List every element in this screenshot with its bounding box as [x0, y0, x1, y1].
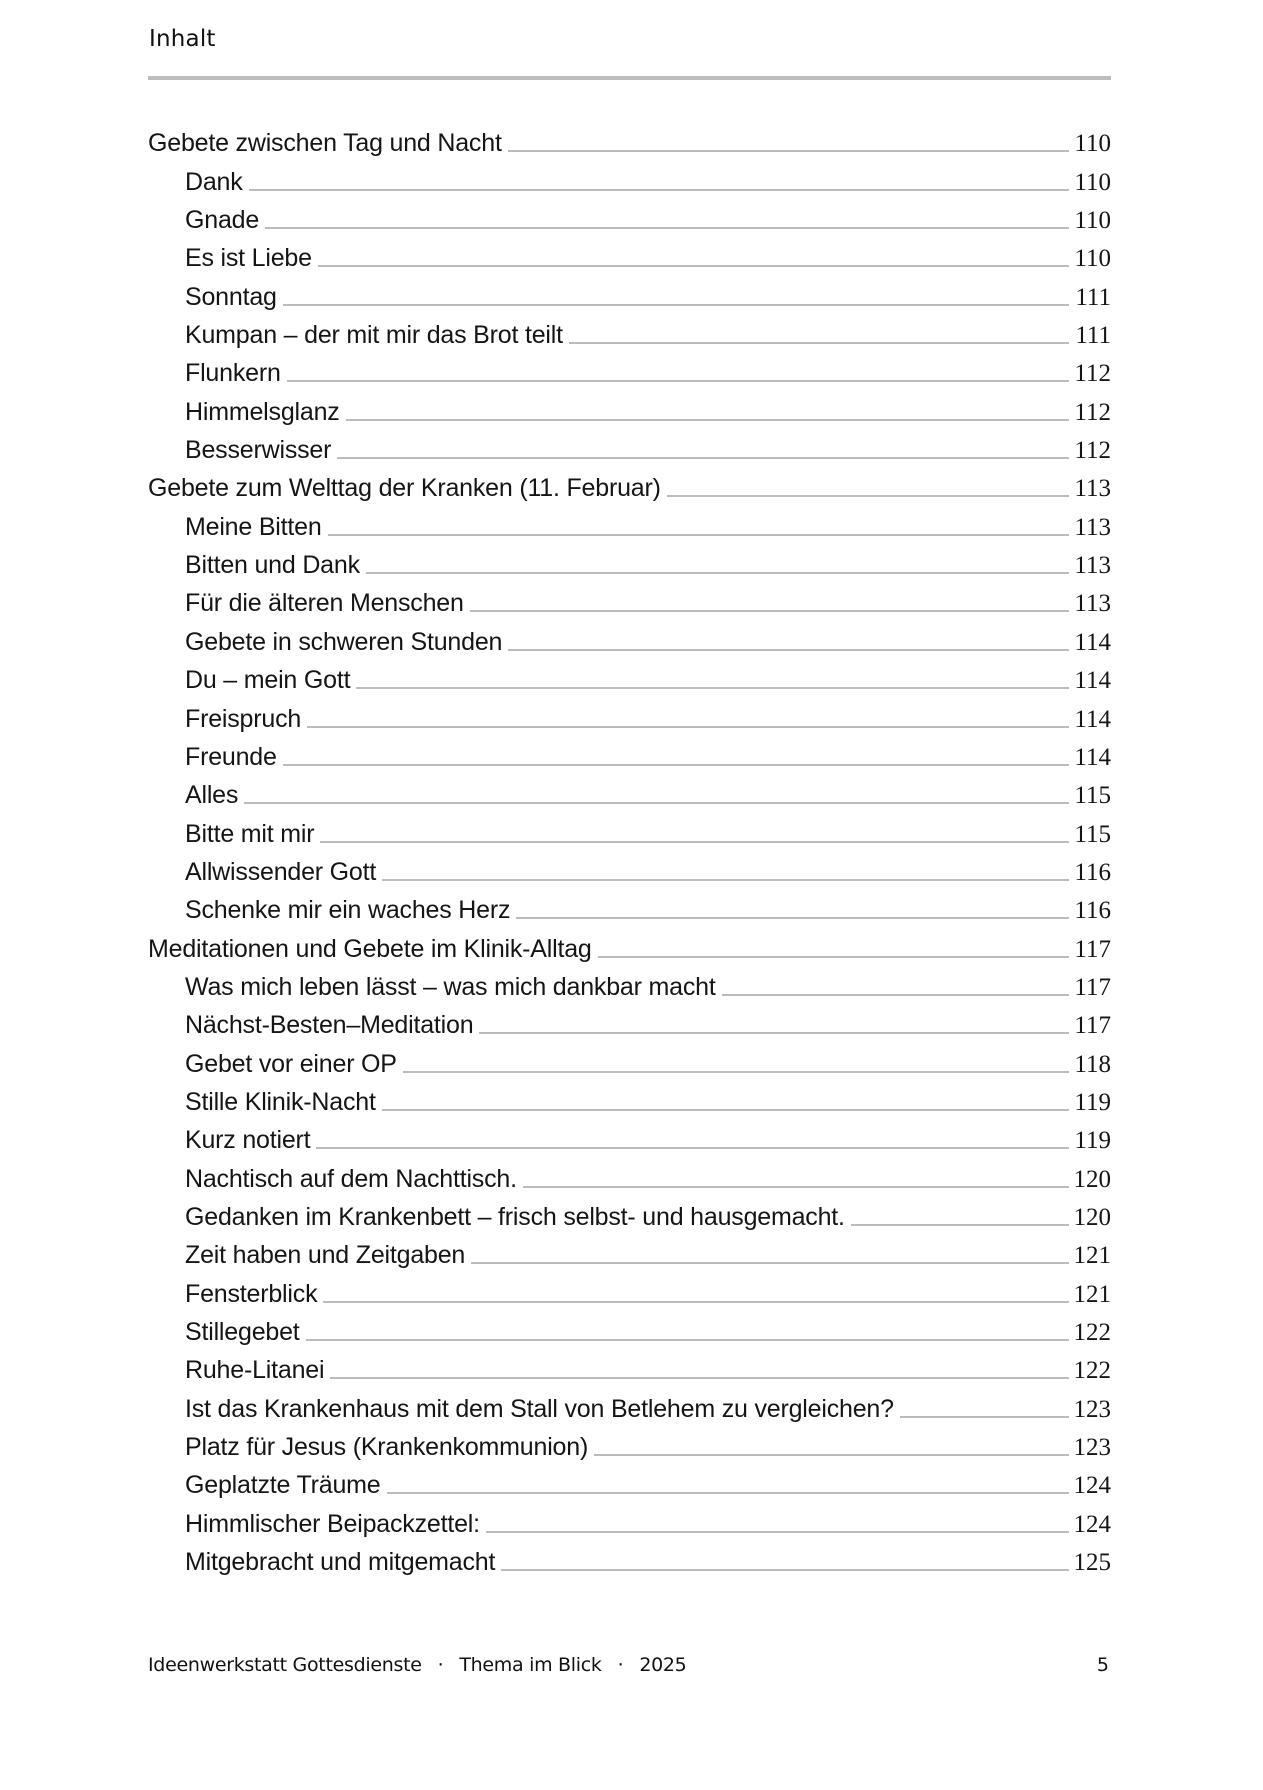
toc-leader-line: [306, 1339, 1069, 1341]
toc-entry[interactable]: [148, 1462, 1111, 1500]
toc-entry[interactable]: [148, 158, 1111, 196]
toc-entry[interactable]: [148, 1040, 1111, 1078]
toc-entry-title: Stillegebet: [185, 1318, 300, 1346]
toc-entry[interactable]: [148, 849, 1111, 887]
toc-page-number: 123: [1073, 1395, 1111, 1423]
toc-entry[interactable]: [148, 197, 1111, 235]
toc-leader-line: [594, 1454, 1069, 1456]
toc-page-number: 116: [1074, 858, 1111, 886]
toc-entry[interactable]: [148, 1270, 1111, 1308]
toc-page-number: 112: [1074, 360, 1111, 388]
toc-entry[interactable]: [148, 1309, 1111, 1347]
toc-section-entry[interactable]: [148, 925, 1111, 963]
page-footer: [148, 1654, 1111, 1682]
toc-page-number: 111: [1075, 283, 1111, 311]
toc-page-number: 125: [1073, 1549, 1111, 1577]
footer-year: 2025: [639, 1654, 687, 1676]
toc-entry[interactable]: [148, 312, 1111, 350]
toc-entry[interactable]: [148, 887, 1111, 925]
toc-leader-line: [265, 227, 1069, 229]
toc-leader-line: [328, 534, 1069, 536]
toc-page-number: 114: [1074, 743, 1111, 771]
toc-page-number: 115: [1074, 782, 1111, 810]
toc-leader-line: [283, 304, 1069, 306]
toc-entry-title: Alles: [185, 781, 239, 810]
toc-page-number: 120: [1073, 1165, 1111, 1193]
toc-entry[interactable]: [148, 1117, 1111, 1155]
toc-entry-title: Gebete zum Welttag der Kranken (11. Februar): [148, 474, 661, 503]
toc-leader-line: [486, 1531, 1069, 1533]
toc-entry-title: Ist das Krankenhaus mit dem Stall von Betlehem zu vergleichen?: [185, 1394, 894, 1423]
toc-page-number: 123: [1073, 1434, 1111, 1462]
toc-page-number: 119: [1074, 1127, 1111, 1155]
toc-page-number: 110: [1074, 245, 1111, 273]
toc-entry[interactable]: [148, 1232, 1111, 1270]
toc-leader-line: [900, 1416, 1069, 1418]
toc-leader-line: [307, 726, 1069, 728]
toc-entry-title: Nachtisch auf dem Nachttisch.: [185, 1164, 517, 1193]
toc-page-number: 110: [1074, 130, 1111, 158]
toc-page-number: 122: [1073, 1357, 1111, 1385]
toc-page-number: 113: [1074, 590, 1111, 618]
toc-entry-title: Gnade: [185, 206, 260, 235]
toc-entry-title: Freispruch: [185, 704, 302, 733]
toc-leader-line: [316, 1147, 1069, 1149]
toc-leader-line: [320, 841, 1069, 843]
toc-leader-line: [598, 956, 1069, 958]
toc-entry[interactable]: [148, 695, 1111, 733]
toc-leader-line: [382, 879, 1069, 881]
toc-entry-title: Du – mein Gott: [185, 666, 351, 695]
toc-entry-title: Geplatzte Träume: [185, 1471, 381, 1500]
toc-entry-title: Freunde: [185, 742, 277, 771]
toc-leader-line: [337, 457, 1069, 459]
toc-entry[interactable]: [148, 427, 1111, 465]
toc-entry[interactable]: [148, 1079, 1111, 1117]
toc-page-number: 117: [1074, 973, 1111, 1001]
toc-leader-line: [366, 572, 1069, 574]
toc-entry[interactable]: [148, 772, 1111, 810]
toc-entry[interactable]: [148, 503, 1111, 541]
toc-page-number: 121: [1073, 1242, 1111, 1270]
toc-entry[interactable]: [148, 580, 1111, 618]
toc-entry[interactable]: [148, 1155, 1111, 1193]
toc-entry-title: Platz für Jesus (Krankenkommunion): [185, 1433, 589, 1462]
toc-entry-title: Himmelsglanz: [185, 397, 340, 426]
toc-entry-title: Kurz notiert: [185, 1126, 311, 1155]
toc-page-number: 113: [1074, 513, 1111, 541]
toc-leader-line: [479, 1032, 1069, 1034]
toc-entry-title: Sonntag: [185, 282, 277, 311]
toc-page-number: 111: [1075, 322, 1111, 350]
toc-entry-title: Besserwisser: [185, 436, 332, 465]
toc-page-number: 112: [1074, 437, 1111, 465]
toc-leader-line: [508, 150, 1069, 152]
footer-publication: Ideenwerkstatt Gottesdienste: [148, 1654, 422, 1676]
toc-entry-title: Stille Klinik-Nacht: [185, 1087, 376, 1116]
toc-entry[interactable]: [148, 1194, 1111, 1232]
toc-entry[interactable]: [148, 1002, 1111, 1040]
footer-series: Thema im Blick: [459, 1654, 602, 1676]
toc-leader-line: [356, 687, 1069, 689]
toc-entry[interactable]: [148, 542, 1111, 580]
toc-page-number: 110: [1074, 168, 1111, 196]
toc-page-number: 116: [1074, 897, 1111, 925]
toc-entry[interactable]: [148, 1385, 1111, 1423]
toc-entry-title: Schenke mir ein waches Herz: [185, 896, 511, 925]
toc-entry-title: Dank: [185, 167, 243, 196]
toc-entry[interactable]: [148, 235, 1111, 273]
toc-entry-title: Für die älteren Menschen: [185, 589, 464, 618]
table-of-contents: [148, 120, 1111, 1577]
footer-separator: ·: [437, 1654, 444, 1676]
toc-entry-title: Mitgebracht und mitgemacht: [185, 1548, 496, 1577]
toc-leader-line: [667, 495, 1069, 497]
toc-entry[interactable]: [148, 273, 1111, 311]
toc-page-number: 119: [1074, 1088, 1111, 1116]
toc-entry-title: Flunkern: [185, 359, 281, 388]
toc-entry[interactable]: [148, 350, 1111, 388]
toc-entry[interactable]: [148, 810, 1111, 848]
toc-entry-title: Gebet vor einer OP: [185, 1049, 397, 1078]
toc-entry-title: Bitten und Dank: [185, 551, 360, 580]
toc-leader-line: [330, 1377, 1069, 1379]
toc-page-number: 124: [1073, 1472, 1111, 1500]
toc-page-number: 124: [1073, 1510, 1111, 1538]
toc-page-number: 117: [1074, 1012, 1111, 1040]
toc-entry[interactable]: [148, 964, 1111, 1002]
toc-page-number: 110: [1074, 207, 1111, 235]
toc-leader-line: [516, 917, 1069, 919]
toc-page-number: 118: [1074, 1050, 1111, 1078]
toc-entry[interactable]: [148, 657, 1111, 695]
toc-page-number: 112: [1074, 398, 1111, 426]
toc-leader-line: [722, 994, 1069, 996]
toc-entry-title: Allwissender Gott: [185, 857, 377, 886]
toc-leader-line: [523, 1186, 1069, 1188]
toc-page-number: 113: [1074, 552, 1111, 580]
toc-page-number: 114: [1074, 628, 1111, 656]
toc-leader-line: [501, 1569, 1069, 1571]
toc-entry[interactable]: [148, 1424, 1111, 1462]
toc-leader-line: [403, 1071, 1069, 1073]
toc-leader-line: [249, 189, 1069, 191]
header-divider: [148, 76, 1111, 80]
toc-page-number: 114: [1074, 667, 1111, 695]
footer-running-title: [148, 1654, 686, 1676]
toc-entry-title: Gebete zwischen Tag und Nacht: [148, 129, 502, 158]
toc-leader-line: [323, 1301, 1069, 1303]
toc-entry-title: Meditationen und Gebete im Klinik-Alltag: [148, 934, 592, 963]
toc-entry-title: Gedanken im Krankenbett – frisch selbst- und hausgemacht.: [185, 1202, 845, 1231]
toc-leader-line: [471, 1262, 1069, 1264]
toc-entry[interactable]: [148, 734, 1111, 772]
toc-entry[interactable]: [148, 1500, 1111, 1538]
toc-entry-title: Was mich leben lässt – was mich dankbar macht: [185, 972, 716, 1001]
toc-page-number: 117: [1074, 935, 1111, 963]
toc-leader-line: [851, 1224, 1069, 1226]
toc-entry-title: Zeit haben und Zeitgaben: [185, 1241, 466, 1270]
toc-entry-title: Bitte mit mir: [185, 819, 315, 848]
toc-entry-title: Ruhe-Litanei: [185, 1356, 325, 1385]
toc-leader-line: [508, 649, 1069, 651]
footer-separator: ·: [617, 1654, 624, 1676]
toc-leader-line: [346, 419, 1069, 421]
toc-leader-line: [387, 1492, 1069, 1494]
toc-page-number: 114: [1074, 705, 1111, 733]
toc-page-number: 113: [1074, 475, 1111, 503]
toc-section-entry[interactable]: [148, 465, 1111, 503]
toc-entry[interactable]: [148, 618, 1111, 656]
toc-entry-title: Gebete in schweren Stunden: [185, 627, 503, 656]
toc-entry-title: Kumpan – der mit mir das Brot teilt: [185, 321, 563, 350]
toc-leader-line: [382, 1109, 1069, 1111]
toc-entry-title: Himmlischer Beipackzettel:: [185, 1509, 480, 1538]
toc-leader-line: [244, 802, 1069, 804]
toc-entry-title: Fensterblick: [185, 1279, 318, 1308]
toc-entry[interactable]: [148, 1347, 1111, 1385]
toc-entry-title: Meine Bitten: [185, 512, 322, 541]
toc-leader-line: [318, 265, 1069, 267]
toc-leader-line: [287, 380, 1069, 382]
toc-leader-line: [470, 610, 1069, 612]
toc-entry-title: Nächst-Besten–Meditation: [185, 1011, 474, 1040]
toc-entry-title: Es ist Liebe: [185, 244, 312, 273]
toc-leader-line: [569, 342, 1069, 344]
toc-entry[interactable]: [148, 388, 1111, 426]
toc-page-number: 122: [1073, 1319, 1111, 1346]
toc-page-number: 120: [1073, 1203, 1111, 1231]
toc-page-number: 121: [1073, 1280, 1111, 1308]
page-header-title: Inhalt: [149, 26, 216, 52]
toc-leader-line: [283, 764, 1069, 766]
toc-entry[interactable]: [148, 1539, 1111, 1577]
footer-page-number: 5: [1096, 1654, 1109, 1676]
toc-section-entry[interactable]: [148, 120, 1111, 158]
toc-page-number: 115: [1074, 820, 1111, 848]
